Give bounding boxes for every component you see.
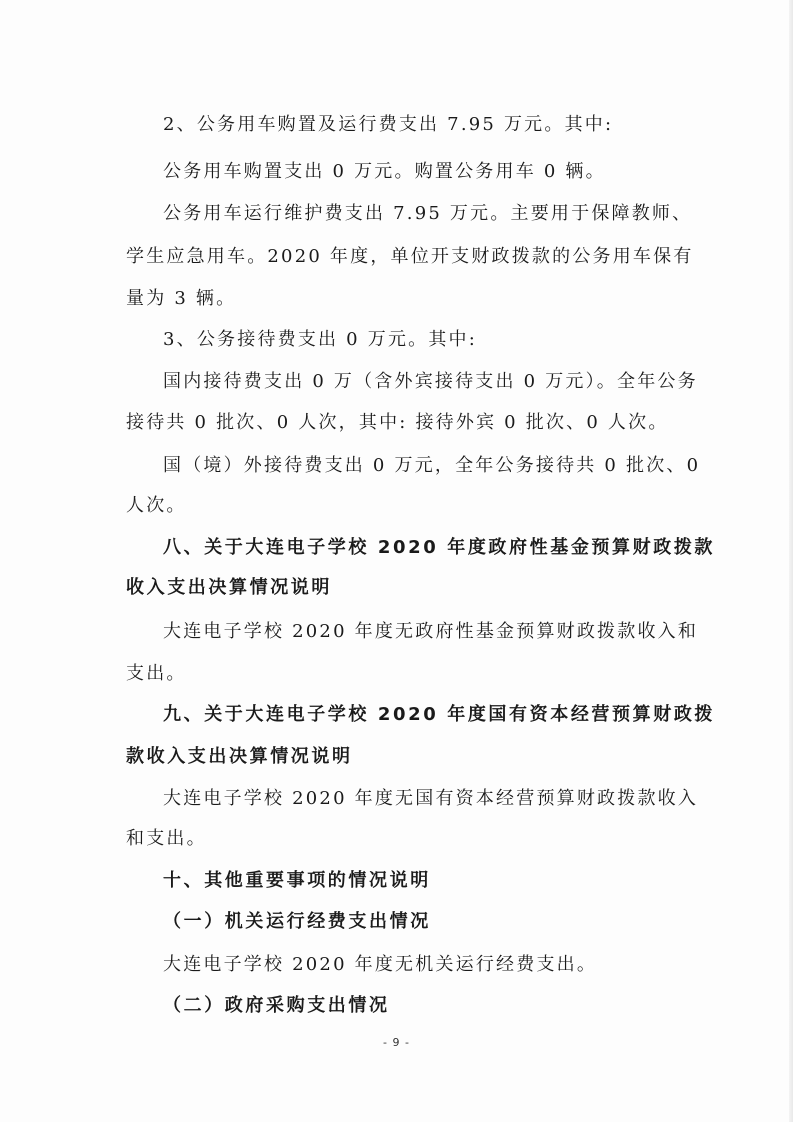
vehicle-maintenance-line-1: 公务用车运行维护费支出 7.95 万元。主要用于保障教师、: [163, 203, 693, 224]
vehicle-purchase-line: 公务用车购置支出 0 万元。购置公务用车 0 辆。: [163, 161, 606, 182]
subsection-2-heading: （二）政府采购支出情况: [163, 995, 390, 1016]
vehicle-maintenance-line-2: 学生应急用车。2020 年度，单位开支财政拨款的公务用车保有: [126, 246, 694, 267]
section-9-heading-line-1: 九、关于大连电子学校 2020 年度国有资本经营预算财政拨: [163, 704, 716, 725]
section-9-heading-line-2: 款收入支出决算情况说明: [126, 746, 353, 767]
domestic-reception-line-1: 国内接待费支出 0 万（含外宾接待支出 0 万元）。全年公务: [163, 371, 698, 392]
section-10-heading: 十、其他重要事项的情况说明: [163, 870, 431, 891]
vehicle-expense-heading: 2、公务用车购置及运行费支出 7.95 万元。其中:: [163, 114, 614, 135]
foreign-reception-line-2: 人次。: [126, 495, 187, 516]
subsection-1-heading: （一）机关运行经费支出情况: [163, 911, 431, 932]
section-8-body-line-1: 大连电子学校 2020 年度无政府性基金预算财政拨款收入和: [163, 621, 699, 642]
page-number: - 9 -: [383, 1036, 410, 1049]
vehicle-maintenance-line-3: 量为 3 辆。: [126, 288, 237, 309]
foreign-reception-line-1: 国（境）外接待费支出 0 万元，全年公务接待共 0 批次、0: [163, 455, 701, 476]
section-8-body-line-2: 支出。: [126, 663, 187, 684]
section-8-heading-line-1: 八、关于大连电子学校 2020 年度政府性基金预算财政拨款: [163, 537, 716, 558]
section-9-body-line-2: 和支出。: [126, 828, 207, 849]
scan-edge-shadow: [789, 0, 793, 1122]
section-8-heading-line-2: 收入支出决算情况说明: [126, 577, 332, 598]
reception-expense-heading: 3、公务接待费支出 0 万元。其中:: [163, 329, 478, 350]
subsection-1-body: 大连电子学校 2020 年度无机关运行经费支出。: [163, 954, 598, 975]
domestic-reception-line-2: 接待共 0 批次、0 人次，其中: 接待外宾 0 批次、0 人次。: [126, 412, 669, 433]
section-9-body-line-1: 大连电子学校 2020 年度无国有资本经营预算财政拨款收入: [163, 788, 699, 809]
